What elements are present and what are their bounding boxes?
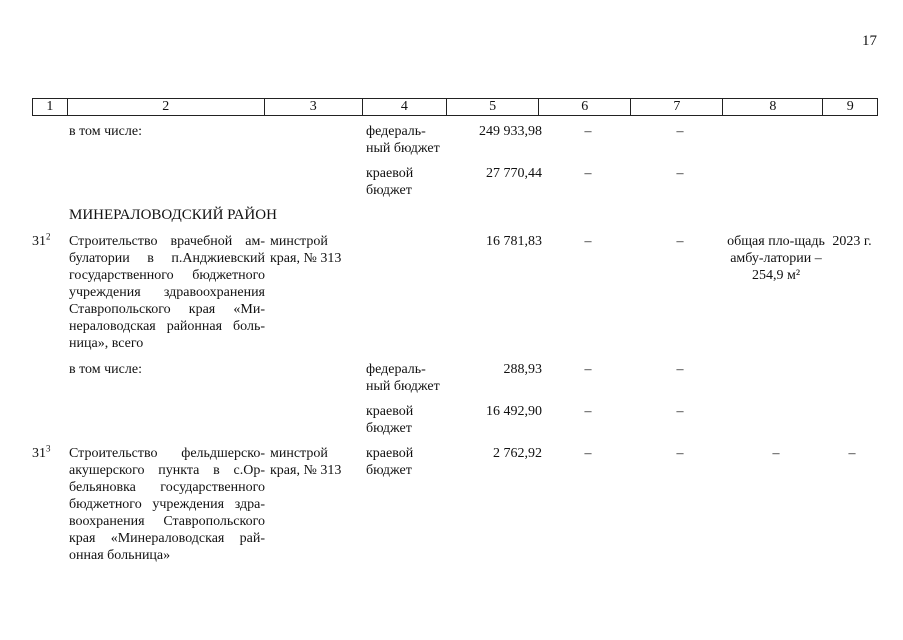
column-header-7: 7 (631, 99, 723, 116)
amount: 249 933,98 (479, 124, 542, 139)
amount: 2 762,92 (493, 446, 542, 461)
col7-value: – (676, 446, 684, 461)
year: 2023 г. (832, 234, 872, 249)
funding-source: краевой бюджет (366, 166, 414, 198)
column-header-6: 6 (539, 99, 631, 116)
item-number: $31^2$ (32, 231, 51, 249)
column-header-3: 3 (264, 99, 362, 116)
item-description: Строительство фельдшерско-акушерского пункта в с.Ор-бельяновка государственного бюджетного учреждения здра-воохранения Ставропольского края «Минераловодская рай-онная больница» (69, 446, 265, 563)
col7-value: – (676, 166, 684, 181)
column-header-row (32, 98, 878, 116)
year: – (848, 446, 856, 461)
funding-source: краевой бюджет (366, 446, 414, 478)
col7-value: – (676, 362, 684, 377)
col7-value: – (676, 124, 684, 139)
capacity: – (772, 446, 780, 461)
page-number: 17 (862, 33, 877, 49)
item-label: в том числе: (69, 362, 142, 377)
responsible: минстрой края, № 313 (270, 446, 342, 478)
amount: 27 770,44 (486, 166, 542, 181)
funding-source: краевой бюджет (366, 404, 414, 436)
amount: 16 492,90 (486, 404, 542, 419)
col6-value: – (584, 404, 592, 419)
col6-value: – (584, 124, 592, 139)
col7-value: – (676, 234, 684, 249)
col6-value: – (584, 234, 592, 249)
column-header-1: 1 (33, 99, 68, 116)
col7-value: – (676, 404, 684, 419)
funding-source: федераль-ный бюджет (366, 362, 440, 394)
item-number: $31^3$ (32, 443, 51, 461)
funding-source: федераль-ный бюджет (366, 124, 440, 156)
capacity: общая пло-щадь амбу-латории – 254,9 м² (727, 234, 825, 283)
column-header-5: 5 (447, 99, 539, 116)
column-header-2: 2 (67, 99, 264, 116)
item-label: в том числе: (69, 124, 142, 139)
col6-value: – (584, 446, 592, 461)
col6-value: – (584, 166, 592, 181)
amount: 16 781,83 (486, 234, 542, 249)
col6-value: – (584, 362, 592, 377)
item-description: Строительство врачебной ам-булатории в п.Анджиевский государственного бюджетного учреждения здравоохранения Ставропольского края «Ми-нераловодская районная боль-ница», всего (69, 234, 265, 351)
column-header-8: 8 (723, 99, 823, 116)
amount: 288,93 (503, 362, 542, 377)
section-title: МИНЕРАЛОВОДСКИЙ РАЙОН (69, 207, 277, 223)
column-header-9: 9 (823, 99, 878, 116)
responsible: минстрой края, № 313 (270, 234, 342, 266)
column-header-4: 4 (362, 99, 446, 116)
